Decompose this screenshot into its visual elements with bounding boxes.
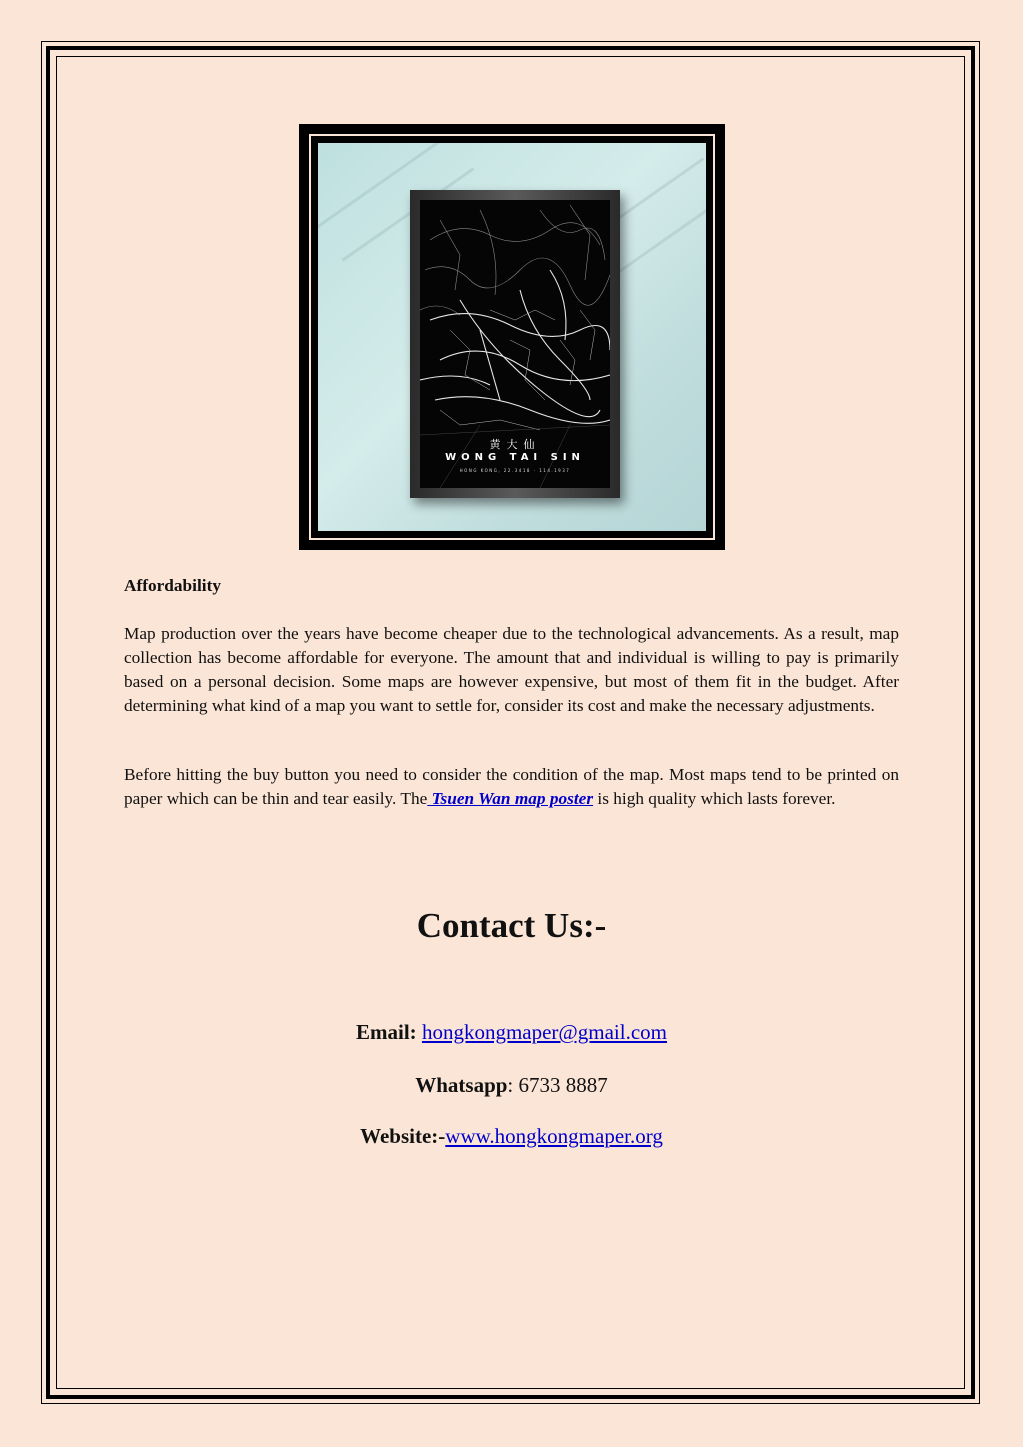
- paragraph-affordability: Map production over the years have become cheaper due to the technological advancements. As a result, map collection has become affordable for everyone. The amount that and individual is willing to pay is primarily based on a personal decision. Some maps are however expensive, but most of them fit in the budget. After determining what kind of a map you want to settle for, consider its cost and make the necessary adjustments.: [124, 624, 899, 715]
- section-heading: Affordability: [124, 576, 221, 595]
- paragraph-condition-text: Before hitting the buy button you need to consider the condition of the map. Most maps tend to be printed on paper which can be thin and tear easily. The: [124, 765, 899, 808]
- whatsapp-separator: :: [507, 1073, 519, 1097]
- tsuen-wan-poster-link[interactable]: Tsuen Wan map poster: [427, 789, 594, 808]
- contact-email: [0, 1018, 1023, 1046]
- poster-title: WONG TAI SIN: [445, 452, 585, 463]
- paragraph-condition-tail: is high quality which lasts forever.: [593, 789, 836, 808]
- website-link[interactable]: www.hongkongmaper.org: [445, 1124, 663, 1148]
- contact-whatsapp: [0, 1071, 1023, 1099]
- contact-title: Contact Us:-: [416, 906, 607, 945]
- poster-coordinates: HONG KONG, 22.3418 · 114.1937: [459, 468, 571, 473]
- poster-title-chinese: 黄大仙: [489, 438, 541, 451]
- email-link[interactable]: hongkongmaper@gmail.com: [421, 1020, 667, 1044]
- paragraph-condition: [124, 763, 899, 811]
- website-label: Website:-: [360, 1124, 446, 1148]
- poster-image: [299, 124, 725, 550]
- whatsapp-number: 6733 8887: [518, 1073, 608, 1097]
- whatsapp-label: Whatsapp: [415, 1073, 508, 1097]
- contact-website: [0, 1122, 1023, 1150]
- email-label: Email:: [356, 1020, 417, 1044]
- street-map: [420, 200, 610, 488]
- poster-wall-background: [318, 143, 706, 531]
- poster-frame: [410, 190, 620, 498]
